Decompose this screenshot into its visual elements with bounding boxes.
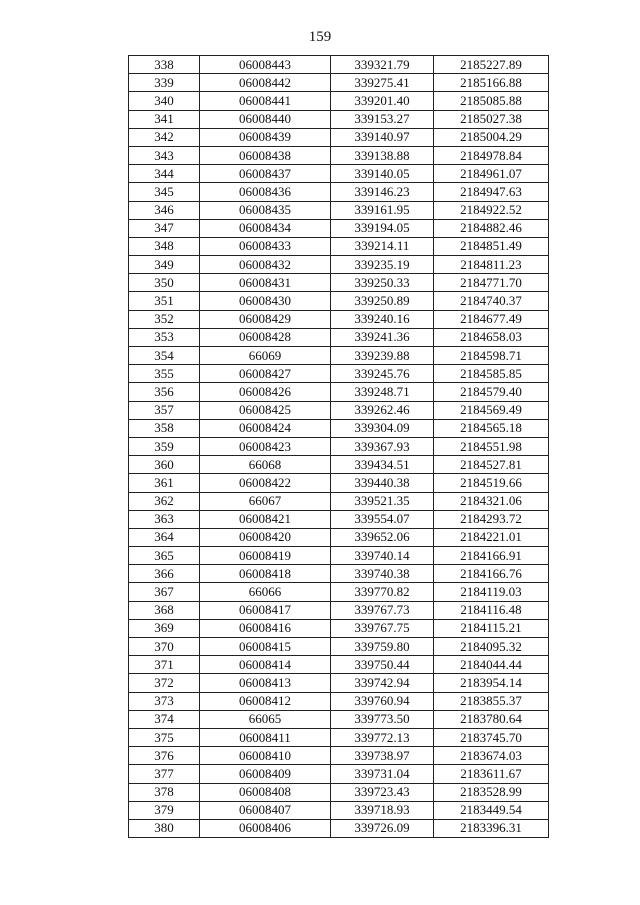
y-coordinate-cell: 2184978.84 bbox=[434, 146, 549, 164]
row-number-cell: 375 bbox=[129, 728, 200, 746]
table-row bbox=[129, 274, 549, 292]
row-number-cell: 352 bbox=[129, 310, 200, 328]
point-id-cell: 06008428 bbox=[200, 328, 331, 346]
row-number-cell: 347 bbox=[129, 219, 200, 237]
x-coordinate-cell: 339304.09 bbox=[331, 419, 434, 437]
point-id-cell: 06008421 bbox=[200, 510, 331, 528]
x-coordinate-cell: 339731.04 bbox=[331, 765, 434, 783]
x-coordinate-cell: 339250.89 bbox=[331, 292, 434, 310]
point-id-cell: 06008422 bbox=[200, 474, 331, 492]
row-number-cell: 378 bbox=[129, 783, 200, 801]
point-id-cell: 06008416 bbox=[200, 619, 331, 637]
row-number-cell: 345 bbox=[129, 183, 200, 201]
table-row bbox=[129, 74, 549, 92]
y-coordinate-cell: 2184116.48 bbox=[434, 601, 549, 619]
y-coordinate-cell: 2183396.31 bbox=[434, 819, 549, 837]
table-row bbox=[129, 728, 549, 746]
table-row bbox=[129, 219, 549, 237]
table-row bbox=[129, 710, 549, 728]
point-id-cell: 06008425 bbox=[200, 401, 331, 419]
table-row bbox=[129, 510, 549, 528]
x-coordinate-cell: 339554.07 bbox=[331, 510, 434, 528]
y-coordinate-cell: 2184321.06 bbox=[434, 492, 549, 510]
point-id-cell: 66066 bbox=[200, 583, 331, 601]
table-row bbox=[129, 292, 549, 310]
x-coordinate-cell: 339153.27 bbox=[331, 110, 434, 128]
point-id-cell: 66069 bbox=[200, 347, 331, 365]
x-coordinate-cell: 339738.97 bbox=[331, 747, 434, 765]
point-id-cell: 06008419 bbox=[200, 547, 331, 565]
table-row bbox=[129, 528, 549, 546]
point-id-cell: 06008441 bbox=[200, 92, 331, 110]
y-coordinate-cell: 2185085.88 bbox=[434, 92, 549, 110]
x-coordinate-cell: 339759.80 bbox=[331, 638, 434, 656]
x-coordinate-cell: 339767.73 bbox=[331, 601, 434, 619]
point-id-cell: 66065 bbox=[200, 710, 331, 728]
table-row bbox=[129, 765, 549, 783]
x-coordinate-cell: 339740.38 bbox=[331, 565, 434, 583]
row-number-cell: 372 bbox=[129, 674, 200, 692]
point-id-cell: 06008438 bbox=[200, 146, 331, 164]
point-id-cell: 06008411 bbox=[200, 728, 331, 746]
row-number-cell: 366 bbox=[129, 565, 200, 583]
y-coordinate-cell: 2184922.52 bbox=[434, 201, 549, 219]
x-coordinate-cell: 339440.38 bbox=[331, 474, 434, 492]
x-coordinate-cell: 339742.94 bbox=[331, 674, 434, 692]
point-id-cell: 06008406 bbox=[200, 819, 331, 837]
y-coordinate-cell: 2185027.38 bbox=[434, 110, 549, 128]
row-number-cell: 338 bbox=[129, 56, 200, 74]
y-coordinate-cell: 2184044.44 bbox=[434, 656, 549, 674]
y-coordinate-cell: 2184658.03 bbox=[434, 328, 549, 346]
y-coordinate-cell: 2184119.03 bbox=[434, 583, 549, 601]
y-coordinate-cell: 2184677.49 bbox=[434, 310, 549, 328]
point-id-cell: 06008429 bbox=[200, 310, 331, 328]
row-number-cell: 351 bbox=[129, 292, 200, 310]
table-row bbox=[129, 92, 549, 110]
x-coordinate-cell: 339250.33 bbox=[331, 274, 434, 292]
table-row bbox=[129, 456, 549, 474]
y-coordinate-cell: 2184293.72 bbox=[434, 510, 549, 528]
x-coordinate-cell: 339239.88 bbox=[331, 347, 434, 365]
row-number-cell: 356 bbox=[129, 383, 200, 401]
table-row bbox=[129, 237, 549, 255]
row-number-cell: 370 bbox=[129, 638, 200, 656]
x-coordinate-cell: 339773.50 bbox=[331, 710, 434, 728]
point-id-cell: 06008426 bbox=[200, 383, 331, 401]
x-coordinate-cell: 339434.51 bbox=[331, 456, 434, 474]
table-row bbox=[129, 601, 549, 619]
row-number-cell: 342 bbox=[129, 128, 200, 146]
table-row bbox=[129, 474, 549, 492]
x-coordinate-cell: 339275.41 bbox=[331, 74, 434, 92]
x-coordinate-cell: 339138.88 bbox=[331, 146, 434, 164]
row-number-cell: 344 bbox=[129, 165, 200, 183]
y-coordinate-cell: 2183954.14 bbox=[434, 674, 549, 692]
y-coordinate-cell: 2184221.01 bbox=[434, 528, 549, 546]
x-coordinate-cell: 339194.05 bbox=[331, 219, 434, 237]
point-id-cell: 06008439 bbox=[200, 128, 331, 146]
x-coordinate-cell: 339767.75 bbox=[331, 619, 434, 637]
coordinates-table bbox=[128, 55, 549, 838]
page-number: 159 bbox=[308, 29, 332, 45]
table-row bbox=[129, 656, 549, 674]
table-row bbox=[129, 583, 549, 601]
x-coordinate-cell: 339770.82 bbox=[331, 583, 434, 601]
row-number-cell: 379 bbox=[129, 801, 200, 819]
point-id-cell: 06008442 bbox=[200, 74, 331, 92]
point-id-cell: 06008412 bbox=[200, 692, 331, 710]
y-coordinate-cell: 2184947.63 bbox=[434, 183, 549, 201]
point-id-cell: 06008440 bbox=[200, 110, 331, 128]
y-coordinate-cell: 2184851.49 bbox=[434, 237, 549, 255]
point-id-cell: 06008436 bbox=[200, 183, 331, 201]
table-row bbox=[129, 492, 549, 510]
x-coordinate-cell: 339248.71 bbox=[331, 383, 434, 401]
point-id-cell: 06008431 bbox=[200, 274, 331, 292]
row-number-cell: 361 bbox=[129, 474, 200, 492]
y-coordinate-cell: 2183611.67 bbox=[434, 765, 549, 783]
row-number-cell: 357 bbox=[129, 401, 200, 419]
x-coordinate-cell: 339161.95 bbox=[331, 201, 434, 219]
y-coordinate-cell: 2184551.98 bbox=[434, 437, 549, 455]
x-coordinate-cell: 339235.19 bbox=[331, 256, 434, 274]
point-id-cell: 06008427 bbox=[200, 365, 331, 383]
point-id-cell: 06008437 bbox=[200, 165, 331, 183]
y-coordinate-cell: 2183780.64 bbox=[434, 710, 549, 728]
point-id-cell: 06008410 bbox=[200, 747, 331, 765]
x-coordinate-cell: 339367.93 bbox=[331, 437, 434, 455]
x-coordinate-cell: 339245.76 bbox=[331, 365, 434, 383]
x-coordinate-cell: 339146.23 bbox=[331, 183, 434, 201]
x-coordinate-cell: 339750.44 bbox=[331, 656, 434, 674]
table-row bbox=[129, 383, 549, 401]
table-row bbox=[129, 165, 549, 183]
point-id-cell: 06008424 bbox=[200, 419, 331, 437]
x-coordinate-cell: 339140.97 bbox=[331, 128, 434, 146]
row-number-cell: 364 bbox=[129, 528, 200, 546]
y-coordinate-cell: 2183745.70 bbox=[434, 728, 549, 746]
row-number-cell: 341 bbox=[129, 110, 200, 128]
x-coordinate-cell: 339652.06 bbox=[331, 528, 434, 546]
row-number-cell: 349 bbox=[129, 256, 200, 274]
row-number-cell: 346 bbox=[129, 201, 200, 219]
table-row bbox=[129, 747, 549, 765]
row-number-cell: 359 bbox=[129, 437, 200, 455]
x-coordinate-cell: 339321.79 bbox=[331, 56, 434, 74]
y-coordinate-cell: 2184585.85 bbox=[434, 365, 549, 383]
row-number-cell: 363 bbox=[129, 510, 200, 528]
point-id-cell: 06008433 bbox=[200, 237, 331, 255]
y-coordinate-cell: 2183528.99 bbox=[434, 783, 549, 801]
table-row bbox=[129, 146, 549, 164]
table-row bbox=[129, 619, 549, 637]
y-coordinate-cell: 2184527.81 bbox=[434, 456, 549, 474]
row-number-cell: 339 bbox=[129, 74, 200, 92]
x-coordinate-cell: 339772.13 bbox=[331, 728, 434, 746]
table-row bbox=[129, 819, 549, 837]
row-number-cell: 360 bbox=[129, 456, 200, 474]
row-number-cell: 376 bbox=[129, 747, 200, 765]
table-row bbox=[129, 638, 549, 656]
row-number-cell: 367 bbox=[129, 583, 200, 601]
table-row bbox=[129, 419, 549, 437]
point-id-cell: 06008413 bbox=[200, 674, 331, 692]
row-number-cell: 340 bbox=[129, 92, 200, 110]
y-coordinate-cell: 2184882.46 bbox=[434, 219, 549, 237]
row-number-cell: 374 bbox=[129, 710, 200, 728]
table-row bbox=[129, 183, 549, 201]
table-row bbox=[129, 801, 549, 819]
row-number-cell: 380 bbox=[129, 819, 200, 837]
coordinates-table-body bbox=[129, 56, 549, 838]
x-coordinate-cell: 339240.16 bbox=[331, 310, 434, 328]
table-row bbox=[129, 347, 549, 365]
row-number-cell: 371 bbox=[129, 656, 200, 674]
y-coordinate-cell: 2184579.40 bbox=[434, 383, 549, 401]
row-number-cell: 373 bbox=[129, 692, 200, 710]
row-number-cell: 343 bbox=[129, 146, 200, 164]
point-id-cell: 06008443 bbox=[200, 56, 331, 74]
table-row bbox=[129, 110, 549, 128]
x-coordinate-cell: 339760.94 bbox=[331, 692, 434, 710]
x-coordinate-cell: 339140.05 bbox=[331, 165, 434, 183]
point-id-cell: 66067 bbox=[200, 492, 331, 510]
x-coordinate-cell: 339723.43 bbox=[331, 783, 434, 801]
y-coordinate-cell: 2184166.76 bbox=[434, 565, 549, 583]
table-row bbox=[129, 692, 549, 710]
table-row bbox=[129, 201, 549, 219]
point-id-cell: 06008435 bbox=[200, 201, 331, 219]
table-row bbox=[129, 128, 549, 146]
point-id-cell: 06008432 bbox=[200, 256, 331, 274]
row-number-cell: 365 bbox=[129, 547, 200, 565]
y-coordinate-cell: 2185227.89 bbox=[434, 56, 549, 74]
y-coordinate-cell: 2184811.23 bbox=[434, 256, 549, 274]
table-row bbox=[129, 783, 549, 801]
row-number-cell: 358 bbox=[129, 419, 200, 437]
y-coordinate-cell: 2183449.54 bbox=[434, 801, 549, 819]
row-number-cell: 353 bbox=[129, 328, 200, 346]
y-coordinate-cell: 2184961.07 bbox=[434, 165, 549, 183]
point-id-cell: 06008415 bbox=[200, 638, 331, 656]
table-row bbox=[129, 328, 549, 346]
row-number-cell: 355 bbox=[129, 365, 200, 383]
y-coordinate-cell: 2184166.91 bbox=[434, 547, 549, 565]
table-row bbox=[129, 565, 549, 583]
point-id-cell: 06008434 bbox=[200, 219, 331, 237]
table-row bbox=[129, 365, 549, 383]
y-coordinate-cell: 2184519.66 bbox=[434, 474, 549, 492]
table-row bbox=[129, 437, 549, 455]
x-coordinate-cell: 339201.40 bbox=[331, 92, 434, 110]
point-id-cell: 06008423 bbox=[200, 437, 331, 455]
row-number-cell: 350 bbox=[129, 274, 200, 292]
x-coordinate-cell: 339214.11 bbox=[331, 237, 434, 255]
y-coordinate-cell: 2183855.37 bbox=[434, 692, 549, 710]
point-id-cell: 06008414 bbox=[200, 656, 331, 674]
point-id-cell: 06008408 bbox=[200, 783, 331, 801]
table-row bbox=[129, 401, 549, 419]
y-coordinate-cell: 2184740.37 bbox=[434, 292, 549, 310]
table-row bbox=[129, 256, 549, 274]
y-coordinate-cell: 2184569.49 bbox=[434, 401, 549, 419]
point-id-cell: 06008417 bbox=[200, 601, 331, 619]
y-coordinate-cell: 2184598.71 bbox=[434, 347, 549, 365]
row-number-cell: 377 bbox=[129, 765, 200, 783]
table-row bbox=[129, 56, 549, 74]
y-coordinate-cell: 2183674.03 bbox=[434, 747, 549, 765]
y-coordinate-cell: 2185166.88 bbox=[434, 74, 549, 92]
point-id-cell: 66068 bbox=[200, 456, 331, 474]
x-coordinate-cell: 339241.36 bbox=[331, 328, 434, 346]
row-number-cell: 368 bbox=[129, 601, 200, 619]
x-coordinate-cell: 339262.46 bbox=[331, 401, 434, 419]
point-id-cell: 06008407 bbox=[200, 801, 331, 819]
table-row bbox=[129, 674, 549, 692]
point-id-cell: 06008409 bbox=[200, 765, 331, 783]
point-id-cell: 06008420 bbox=[200, 528, 331, 546]
y-coordinate-cell: 2184565.18 bbox=[434, 419, 549, 437]
y-coordinate-cell: 2184095.32 bbox=[434, 638, 549, 656]
y-coordinate-cell: 2185004.29 bbox=[434, 128, 549, 146]
x-coordinate-cell: 339521.35 bbox=[331, 492, 434, 510]
x-coordinate-cell: 339740.14 bbox=[331, 547, 434, 565]
point-id-cell: 06008430 bbox=[200, 292, 331, 310]
row-number-cell: 348 bbox=[129, 237, 200, 255]
y-coordinate-cell: 2184771.70 bbox=[434, 274, 549, 292]
point-id-cell: 06008418 bbox=[200, 565, 331, 583]
y-coordinate-cell: 2184115.21 bbox=[434, 619, 549, 637]
row-number-cell: 362 bbox=[129, 492, 200, 510]
row-number-cell: 369 bbox=[129, 619, 200, 637]
x-coordinate-cell: 339726.09 bbox=[331, 819, 434, 837]
table-row bbox=[129, 547, 549, 565]
row-number-cell: 354 bbox=[129, 347, 200, 365]
table-row bbox=[129, 310, 549, 328]
x-coordinate-cell: 339718.93 bbox=[331, 801, 434, 819]
